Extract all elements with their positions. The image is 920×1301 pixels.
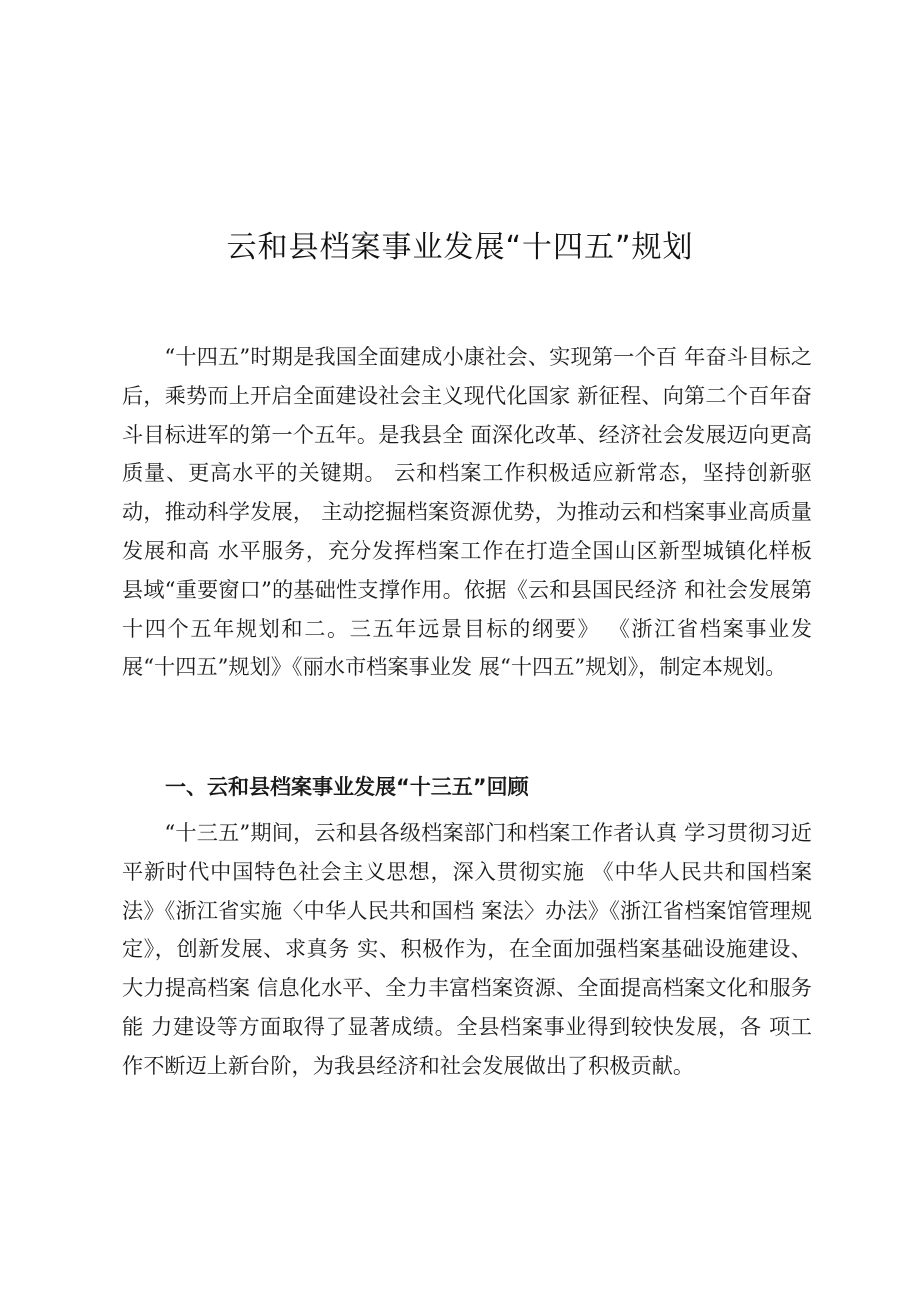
intro-paragraph-block: [122, 338, 812, 687]
section-paragraph: “十三五”期间，云和县各级档案部门和档案工作者认真 学习贯彻习近平新时代中国特色社会主义思想，深入贯彻实施 《中华人民共和国档案法》《浙江省实施〈中华人民共和国档 案法〉办法》《浙江省档案馆管理规定》，创新发展、求真务 实、积极作为，在全面加强档案基础设施建设、大力提高档案 信息化水平、全力丰富档案资源、全面提高档案文化和服务能 力建设等方面取得了显著成绩。全县档案事业得到较快发展，各 项工作不断迈上新台阶，为我县经济和社会发展做出了积极贡献。: [122, 820, 812, 1078]
document-title: 云和县档案事业发展“十四五”规划: [226, 230, 694, 265]
section-heading: 一、云和县档案事业发展“十三五”回顾: [165, 775, 529, 799]
intro-paragraph: “十四五”时期是我国全面建成小康社会、实现第一个百 年奋斗目标之后，乘势而上开启全面建设社会主义现代化国家 新征程、向第二个百年奋斗目标进军的第一个五年。是我县全 面深化改革、经济社会发展迈向更高质量、更高水平的关键期。 云和档案工作积极适应新常态，坚持创新驱动，推动科学发展， 主动挖掘档案资源优势，为推动云和档案事业高质量发展和高 水平服务，充分发挥档案工作在打造全国山区新型城镇化样板 县域“重要窗口”的基础性支撑作用。依据《云和县国民经济 和社会发展第十四个五年规划和二。三五年远景目标的纲要》 《浙江省档案事业发展“十四五”规划》《丽水市档案事业发 展“十四五”规划》，制定本规划。: [122, 344, 812, 680]
section-paragraph-block: [122, 814, 812, 1086]
